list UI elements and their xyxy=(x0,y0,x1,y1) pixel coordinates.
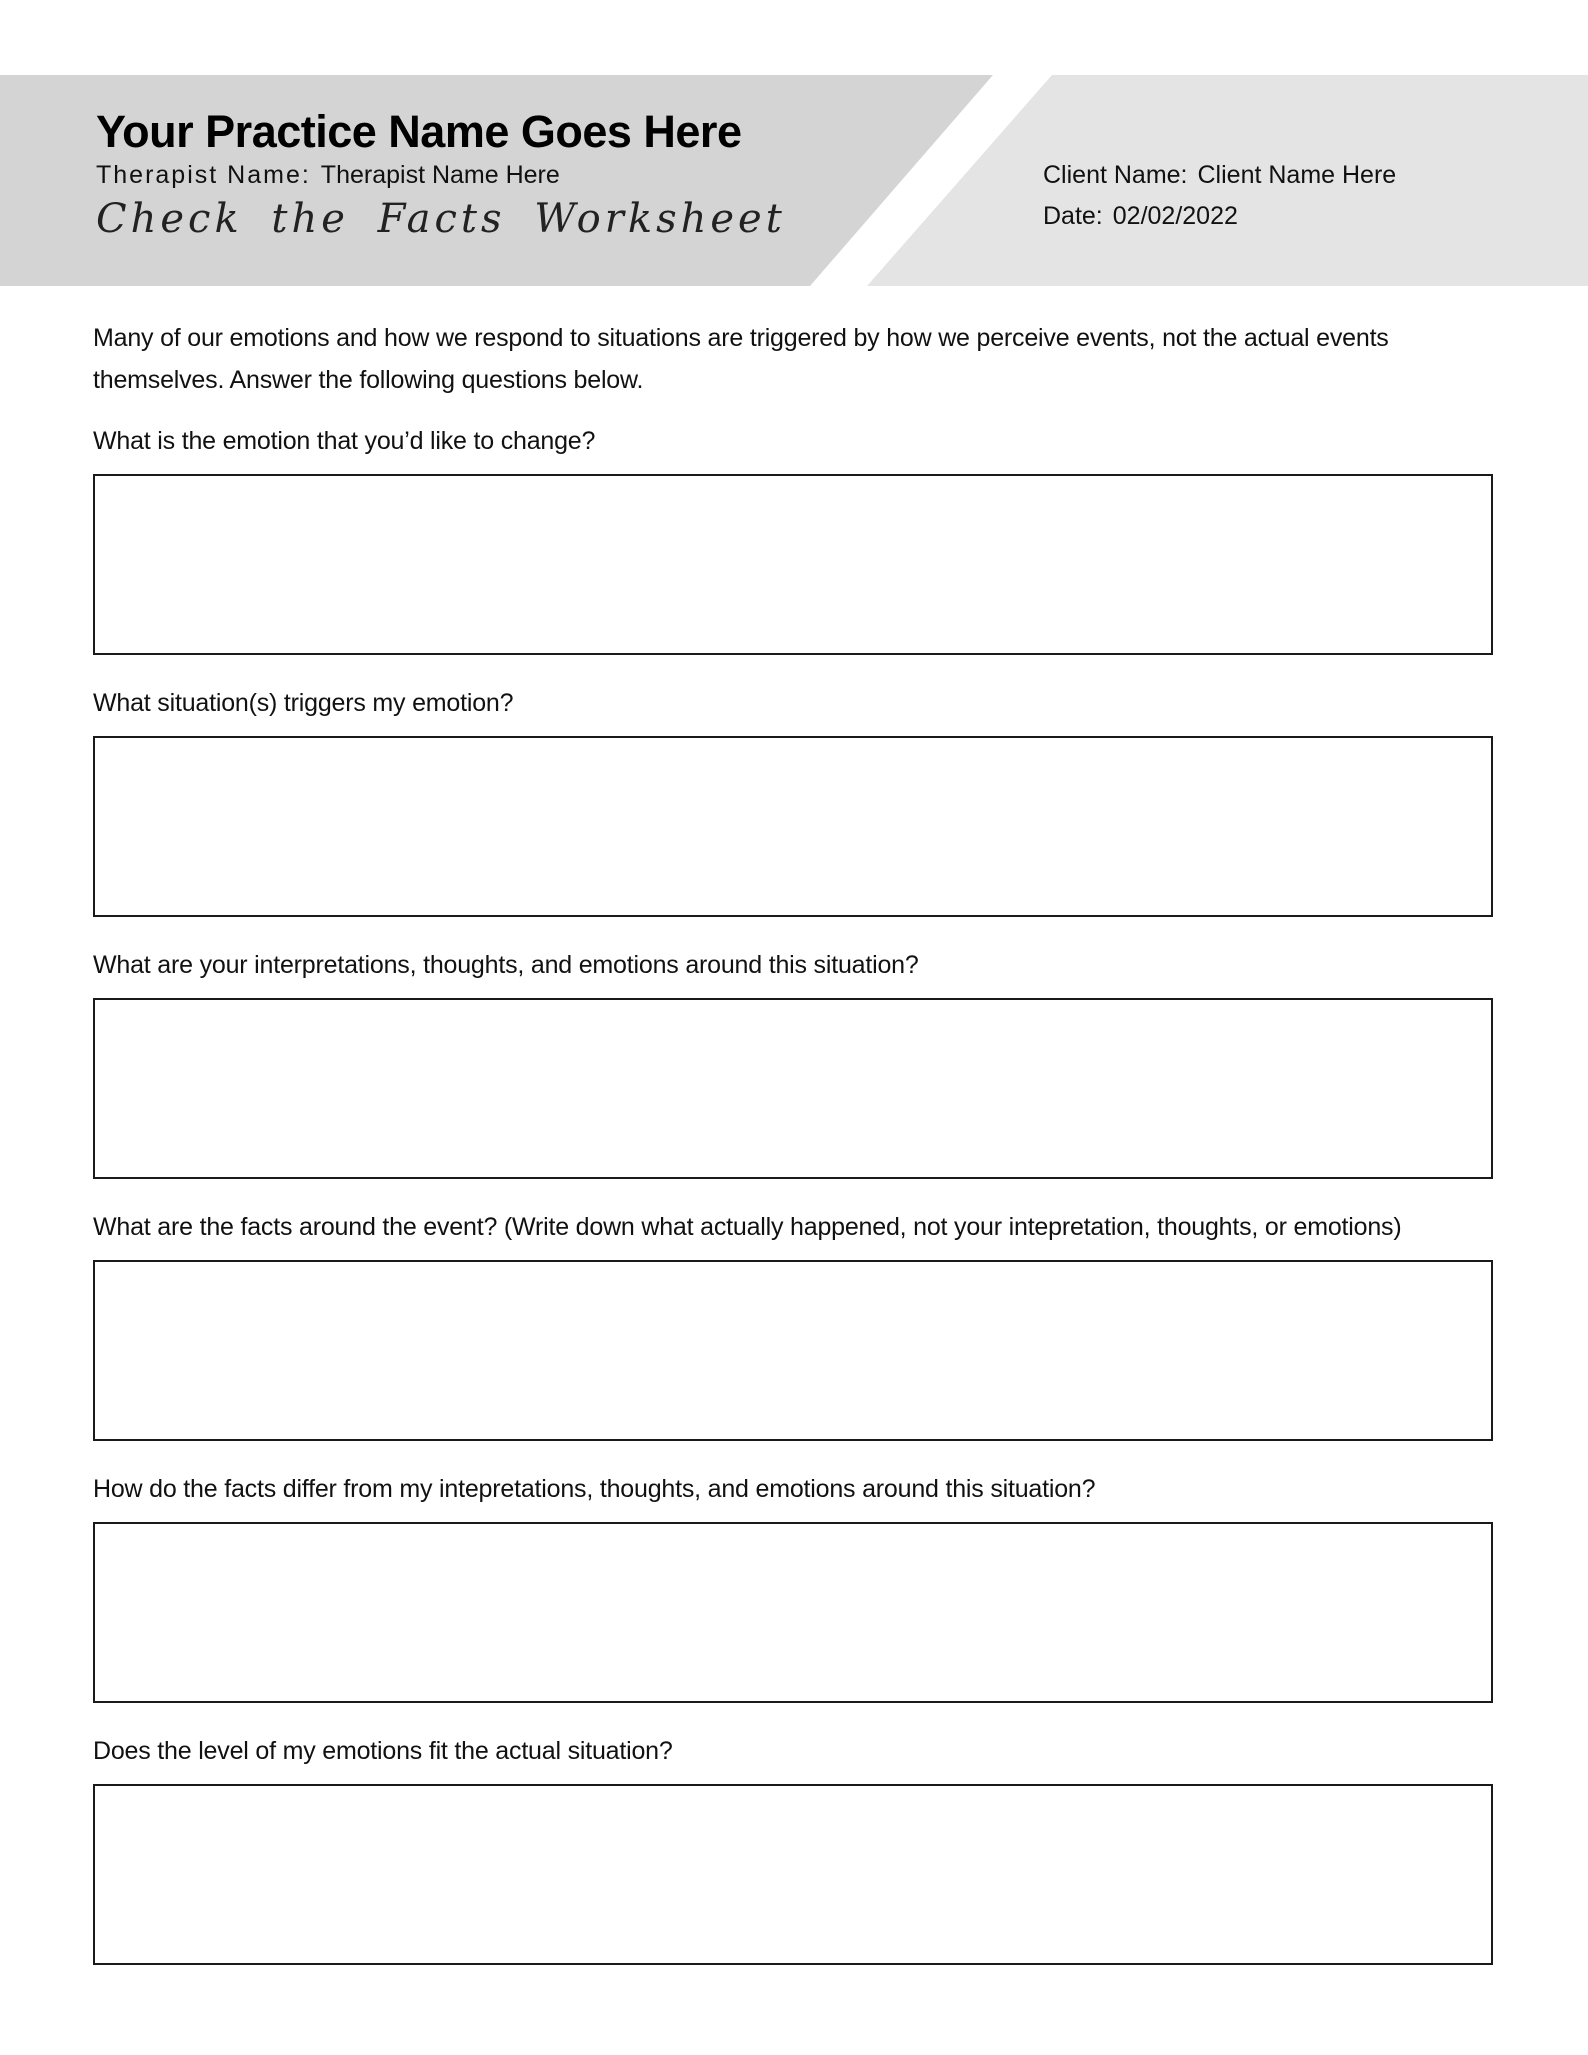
question-section xyxy=(93,688,1493,950)
answer-box[interactable] xyxy=(93,998,1493,1179)
answer-box[interactable] xyxy=(93,1784,1493,1965)
answer-box[interactable] xyxy=(93,474,1493,655)
question-label: How do the facts differ from my intepretations, thoughts, and emotions around this situation? xyxy=(93,1475,1096,1503)
therapist-name-value[interactable]: Therapist Name Here xyxy=(320,161,560,189)
question-label: What are your interpretations, thoughts, and emotions around this situation? xyxy=(93,951,919,979)
client-name-value[interactable]: Client Name Here xyxy=(1197,161,1397,189)
question-label: What is the emotion that you’d like to change? xyxy=(93,427,596,455)
question-label: Does the level of my emotions fit the actual situation? xyxy=(93,1737,673,1765)
date-value[interactable]: 02/02/2022 xyxy=(1112,202,1238,230)
question-list xyxy=(93,426,1493,1998)
answer-box[interactable] xyxy=(93,1522,1493,1703)
question-section xyxy=(93,1212,1493,1474)
question-section xyxy=(93,1736,1493,1998)
question-section xyxy=(93,426,1493,688)
client-name-label: Client Name: xyxy=(1043,161,1188,189)
answer-box[interactable] xyxy=(93,1260,1493,1441)
therapist-name-row xyxy=(96,161,560,190)
client-name-row xyxy=(1043,161,1396,190)
therapist-name-label: Therapist Name: xyxy=(96,161,311,189)
date-row xyxy=(1043,202,1238,231)
practice-name: Your Practice Name Goes Here xyxy=(96,106,742,157)
worksheet-title: Check the Facts Worksheet xyxy=(96,196,786,242)
question-label: What situation(s) triggers my emotion? xyxy=(93,689,514,717)
date-label: Date: xyxy=(1043,202,1103,230)
answer-box[interactable] xyxy=(93,736,1493,917)
question-section xyxy=(93,1474,1493,1736)
question-label: What are the facts around the event? (Write down what actually happened, not your intepretation, thoughts, or emotions) xyxy=(93,1213,1402,1241)
intro-text: Many of our emotions and how we respond to situations are triggered by how we perceive events, not the actual events themselves. Answer the following questions below. xyxy=(93,324,1389,394)
question-section xyxy=(93,950,1493,1212)
